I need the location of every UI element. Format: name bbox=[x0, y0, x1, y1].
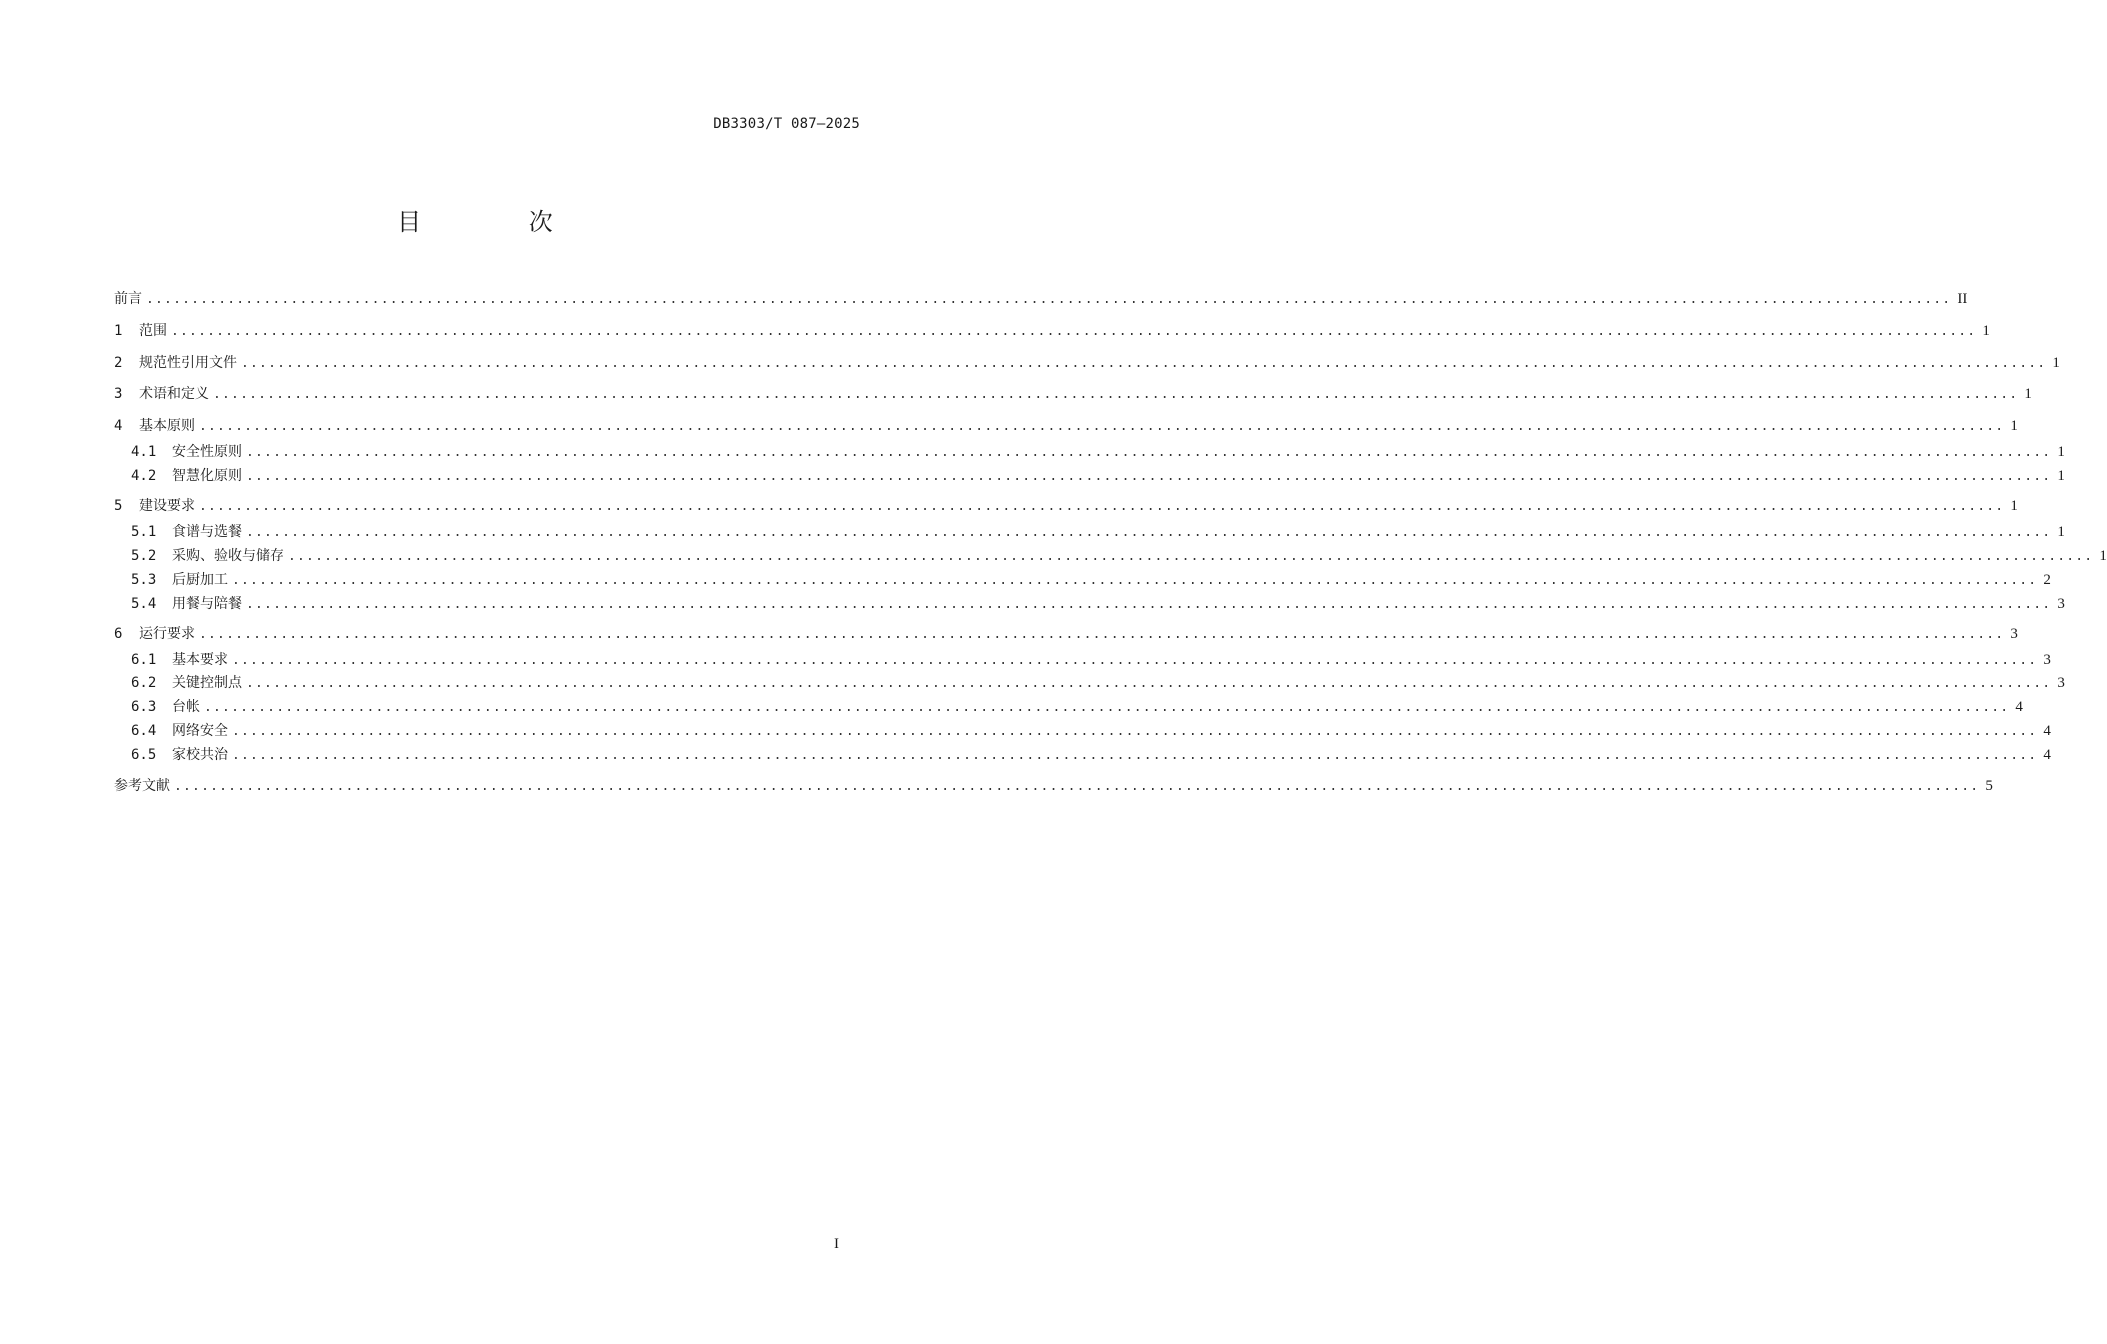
toc-entry-text: 术语和定义 bbox=[139, 386, 209, 402]
toc-entry-page: 1 bbox=[2099, 548, 2107, 564]
toc-entry-text: 建设要求 bbox=[139, 498, 195, 514]
toc-entry-text: 食谱与选餐 bbox=[172, 524, 242, 540]
toc-entry-6-1[interactable] bbox=[131, 650, 2051, 670]
toc-entry-6-2[interactable] bbox=[131, 673, 2065, 693]
toc-leader-dots: ........................................................................................................................................................................................................ bbox=[171, 324, 1977, 339]
toc-entry-number: 6 bbox=[114, 626, 123, 642]
toc-entry-page: 1 bbox=[2057, 468, 2065, 484]
toc-entry-text: 范围 bbox=[139, 323, 167, 339]
toc-leader-dots: ........................................................................................................................................................................................................ bbox=[199, 499, 2005, 514]
toc-entry-2[interactable] bbox=[114, 353, 2060, 373]
toc-entry-page: 3 bbox=[2010, 626, 2018, 642]
toc-entry-number: 2 bbox=[114, 355, 123, 371]
toc-entry-5[interactable] bbox=[114, 496, 2018, 516]
toc-entry-5-2[interactable] bbox=[131, 546, 2107, 566]
toc-entry-page: 1 bbox=[2024, 386, 2032, 402]
toc-entry-number: 5.1 bbox=[131, 524, 157, 540]
toc-leader-dots: ........................................................................................................................................................................................................ bbox=[199, 419, 2005, 434]
toc-entry-number: 5.3 bbox=[131, 572, 157, 588]
toc-entry-text: 关键控制点 bbox=[172, 675, 242, 691]
toc-entry-number: 5.2 bbox=[131, 548, 157, 564]
toc-leader-dots: ........................................................................................................................................................................................................ bbox=[199, 627, 2005, 642]
toc-leader-dots: ........................................................................................................................................................................................................ bbox=[232, 748, 2038, 763]
toc-entry-text: 基本原则 bbox=[139, 418, 195, 434]
toc-entry-4-1[interactable] bbox=[131, 442, 2065, 462]
toc-leader-dots: ........................................................................................................................................................................................................ bbox=[241, 356, 2047, 371]
toc-entry-4-2[interactable] bbox=[131, 466, 2065, 486]
toc-entry-6-3[interactable] bbox=[131, 697, 2023, 717]
toc-entry-text: 基本要求 bbox=[172, 652, 228, 668]
toc-entry-6-4[interactable] bbox=[131, 721, 2051, 741]
toc-entry-number: 6.1 bbox=[131, 652, 157, 668]
toc-entry-page: 3 bbox=[2043, 652, 2051, 668]
toc-leader-dots: ........................................................................................................................................................................................................ bbox=[246, 597, 2052, 612]
toc-leader-dots: ........................................................................................................................................................................................................ bbox=[146, 292, 1952, 307]
toc-entry-page: 1 bbox=[2057, 524, 2065, 540]
toc-entry-number: 6.4 bbox=[131, 723, 157, 739]
toc-entry-text: 采购、验收与储存 bbox=[172, 548, 284, 564]
toc-entry-page: II bbox=[1957, 291, 1968, 307]
toc-entry-4[interactable] bbox=[114, 416, 2018, 436]
toc-leader-dots: ........................................................................................................................................................................................................ bbox=[246, 469, 2052, 484]
toc-entry-number: 6.5 bbox=[131, 747, 157, 763]
toc-entry-text: 台帐 bbox=[172, 699, 200, 715]
toc-entry-page: 2 bbox=[2043, 572, 2051, 588]
toc-entry-page: 1 bbox=[1982, 323, 1990, 339]
toc-entry-foreword[interactable] bbox=[114, 289, 1968, 309]
toc-leader-dots: ........................................................................................................................................................................................................ bbox=[232, 653, 2038, 668]
toc-entry-5-1[interactable] bbox=[131, 522, 2065, 542]
toc-entry-page: 1 bbox=[2010, 498, 2018, 514]
toc-entry-text: 前言 bbox=[114, 291, 142, 307]
toc-leader-dots: ........................................................................................................................................................................................................ bbox=[232, 573, 2038, 588]
toc-entry-text: 后厨加工 bbox=[172, 572, 228, 588]
toc-entry-page: 3 bbox=[2057, 675, 2065, 691]
toc-entry-page: 3 bbox=[2057, 596, 2065, 612]
toc-entry-text: 智慧化原则 bbox=[172, 468, 242, 484]
toc-leader-dots: ........................................................................................................................................................................................................ bbox=[213, 387, 2019, 402]
toc-entry-number: 4.2 bbox=[131, 468, 157, 484]
toc-entry-text: 规范性引用文件 bbox=[139, 355, 237, 371]
toc-entry-text: 家校共治 bbox=[172, 747, 228, 763]
toc-entry-number: 4.1 bbox=[131, 444, 157, 460]
toc-entry-number: 5.4 bbox=[131, 596, 157, 612]
toc-entry-6[interactable] bbox=[114, 624, 2018, 644]
toc-entry-6-5[interactable] bbox=[131, 745, 2051, 765]
toc-leader-dots: ........................................................................................................................................................................................................ bbox=[204, 700, 2010, 715]
toc-entry-page: 1 bbox=[2010, 418, 2018, 434]
toc-entry-number: 6.2 bbox=[131, 675, 157, 691]
page-title: 目 次 bbox=[397, 208, 603, 236]
toc-leader-dots: ........................................................................................................................................................................................................ bbox=[288, 549, 2094, 564]
toc-entry-number: 3 bbox=[114, 386, 123, 402]
toc-entry-text: 用餐与陪餐 bbox=[172, 596, 242, 612]
toc-leader-dots: ........................................................................................................................................................................................................ bbox=[246, 445, 2052, 460]
toc-leader-dots: ........................................................................................................................................................................................................ bbox=[232, 724, 2038, 739]
toc-entry-5-4[interactable] bbox=[131, 594, 2065, 614]
toc-entry-number: 5 bbox=[114, 498, 123, 514]
toc-entry-references[interactable] bbox=[114, 776, 1993, 796]
toc-entry-1[interactable] bbox=[114, 321, 1990, 341]
toc-entry-text: 参考文献 bbox=[114, 778, 170, 794]
toc-entry-number: 4 bbox=[114, 418, 123, 434]
toc-entry-page: 4 bbox=[2043, 723, 2051, 739]
toc-entry-number: 1 bbox=[114, 323, 123, 339]
toc-leader-dots: ........................................................................................................................................................................................................ bbox=[246, 525, 2052, 540]
toc-entry-page: 4 bbox=[2015, 699, 2023, 715]
toc-entry-text: 运行要求 bbox=[139, 626, 195, 642]
toc-entry-page: 1 bbox=[2052, 355, 2060, 371]
toc-entry-text: 网络安全 bbox=[172, 723, 228, 739]
page-number: I bbox=[834, 1236, 839, 1252]
toc-entry-text: 安全性原则 bbox=[172, 444, 242, 460]
toc-entry-page: 4 bbox=[2043, 747, 2051, 763]
toc-entry-page: 1 bbox=[2057, 444, 2065, 460]
toc-entry-page: 5 bbox=[1985, 778, 1993, 794]
document-code: DB3303/T 087—2025 bbox=[713, 116, 860, 132]
toc-entry-3[interactable] bbox=[114, 384, 2032, 404]
toc-entry-number: 6.3 bbox=[131, 699, 157, 715]
toc-leader-dots: ........................................................................................................................................................................................................ bbox=[246, 676, 2052, 691]
toc-leader-dots: ........................................................................................................................................................................................................ bbox=[174, 779, 1980, 794]
toc-entry-5-3[interactable] bbox=[131, 570, 2051, 590]
